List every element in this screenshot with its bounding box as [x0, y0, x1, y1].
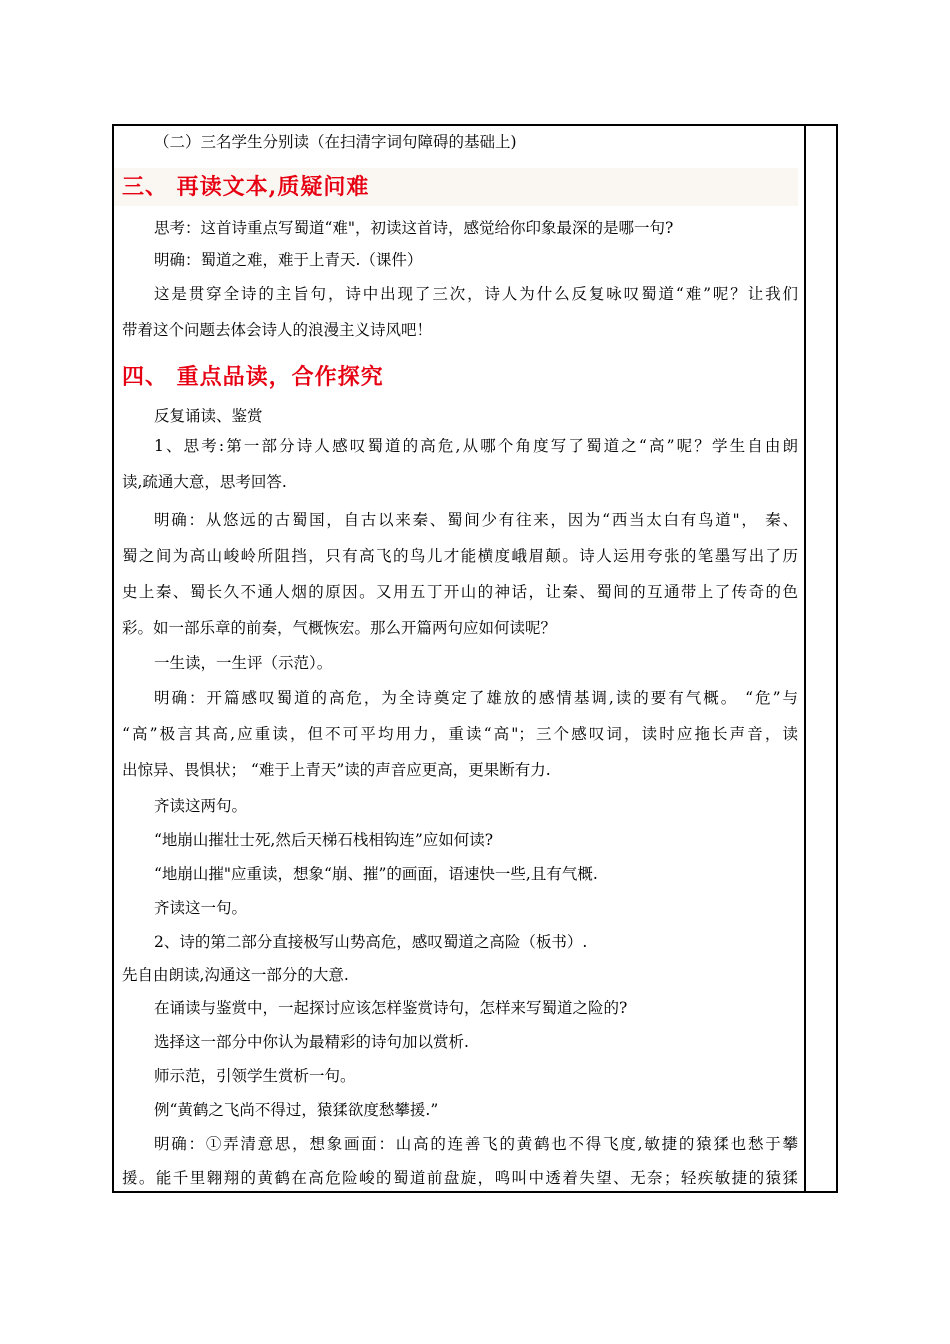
text-line: 明确：开篇感叹蜀道的高危，为全诗奠定了雄放的感情基调,读的要有气概。 “危”与 — [154, 689, 798, 707]
text-line: 在诵读与鉴赏中，一起探讨应该怎样鉴赏诗句，怎样来写蜀道之险的? — [154, 999, 628, 1017]
text-line: 1、思考:第一部分诗人感叹蜀道的高危,从哪个角度写了蜀道之“高”呢？学生自由朗 — [154, 437, 798, 455]
text-line: 援。能千里翱翔的黄鹤在高危险峻的蜀道前盘旋，鸣叫中透着失望、无奈；轻疾敏捷的猿猱 — [122, 1169, 798, 1187]
text-line: 明确：从悠远的古蜀国，自古以来秦、蜀间少有往来，因为“西当太白有鸟道"， 秦、 — [154, 511, 798, 529]
text-line: 这是贯穿全诗的主旨句，诗中出现了三次，诗人为什么反复咏叹蜀道“难”呢？让我们 — [154, 285, 798, 303]
text-line: 思考：这首诗重点写蜀道“难"，初读这首诗，感觉给你印象最深的是哪一句? — [154, 219, 674, 237]
text-line: 蜀之间为高山峻岭所阻挡，只有高飞的鸟儿才能横度峨眉颠。诗人运用夸张的笔墨写出了历 — [122, 547, 798, 565]
text-line: 带着这个问题去体会诗人的浪漫主义诗风吧！ — [122, 321, 433, 339]
section-heading-4: 四、 重点品读，合作探究 — [122, 364, 384, 390]
text-line: 史上秦、蜀长久不通人烟的原因。又用五丁开山的神话，让秦、蜀间的互通带上了传奇的色 — [122, 583, 798, 601]
text-line: “高”极言其高,应重读，但不可平均用力，重读“高"；三个感叹词，读时应拖长声音，读 — [122, 725, 798, 743]
section-heading-3: 三、 再读文本,质疑问难 — [122, 174, 370, 200]
text-line: 反复诵读、鉴赏 — [154, 407, 263, 425]
text-line: 彩。如一部乐章的前奏，气概恢宏。那么开篇两句应如何读呢？ — [122, 619, 557, 637]
text-line: 2、诗的第二部分直接极写山势高危，感叹蜀道之高险（板书）. — [154, 933, 588, 951]
column-divider — [804, 126, 806, 1191]
text-line: 例“黄鹤之飞尚不得过，猿猱欲度愁攀援.” — [154, 1101, 439, 1119]
text-line: （二）三名学生分别读（在扫清字词句障碍的基础上) — [154, 133, 517, 151]
text-line: 师示范，引领学生赏析一句。 — [154, 1067, 356, 1085]
text-line: 一生读，一生评（示范）。 — [154, 654, 333, 672]
text-line: 出惊异、畏惧状； “难于上青天”读的声音应更高，更果断有力. — [122, 761, 551, 779]
text-line: 先自由朗读,沟通这一部分的大意. — [122, 966, 349, 984]
text-line: 齐读这一句。 — [154, 899, 248, 917]
text-line: 齐读这两句。 — [154, 797, 248, 815]
text-line: “地崩山摧壮士死,然后天梯石栈相钩连”应如何读? — [154, 831, 494, 849]
text-line: 读,疏通大意，思考回答. — [122, 473, 287, 491]
lesson-table — [112, 124, 838, 1193]
text-line: 明确：①弄清意思，想象画面：山高的连善飞的黄鹤也不得飞度,敏捷的猿猱也愁于攀 — [154, 1135, 798, 1153]
text-line: 明确：蜀道之难，难于上青天.（课件） — [154, 251, 423, 269]
text-line: 选择这一部分中你认为最精彩的诗句加以赏析. — [154, 1033, 469, 1051]
text-line: “地崩山摧"应重读，想象“崩、摧”的画面，语速快一些,且有气概. — [154, 865, 598, 883]
